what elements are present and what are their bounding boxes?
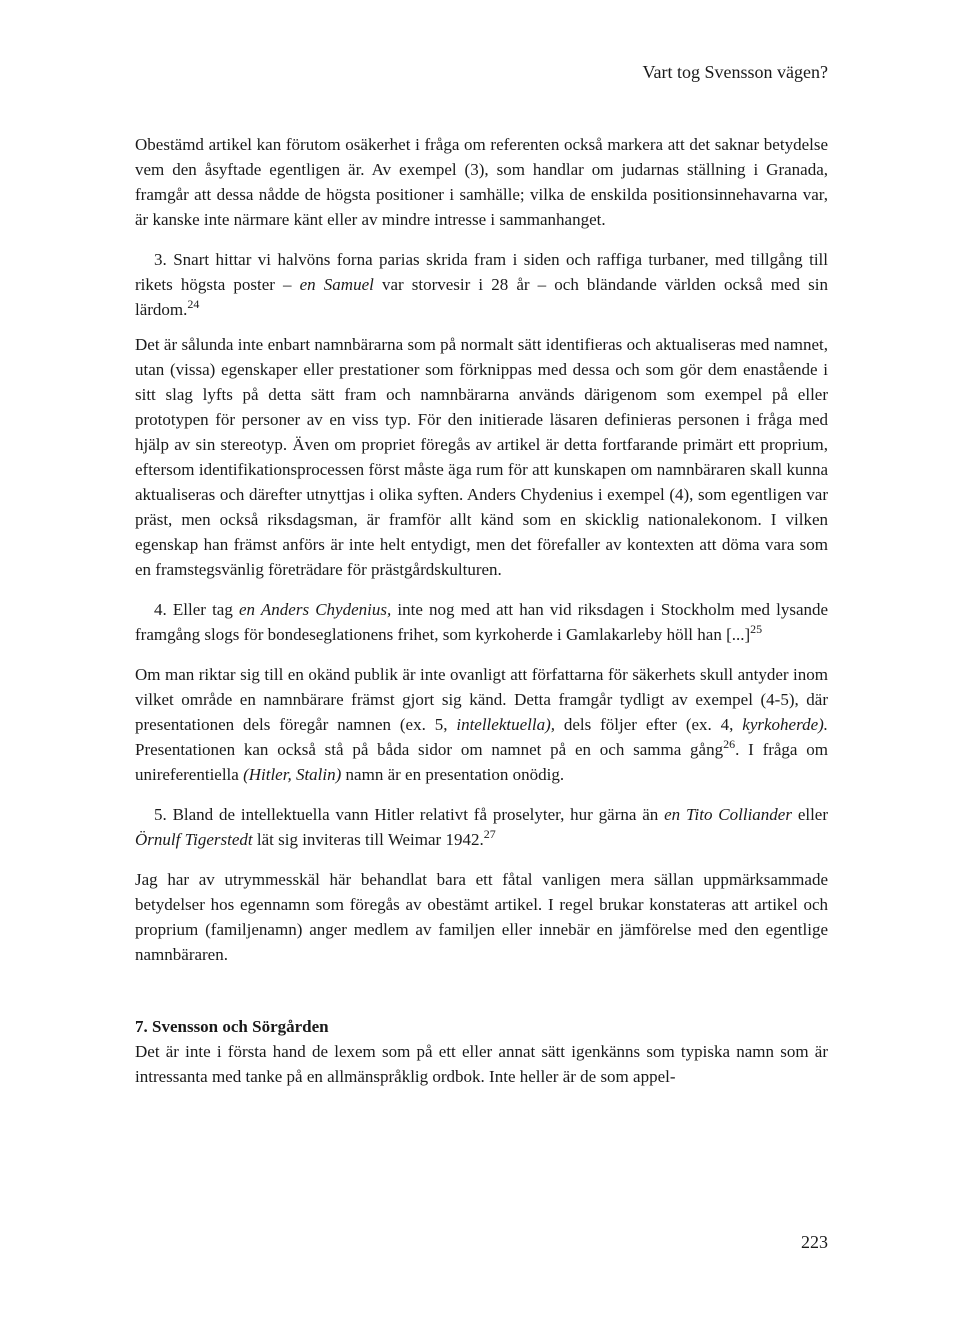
section-heading: 7. Svensson och Sörgården xyxy=(135,1017,329,1036)
paragraph-2: Det är sålunda inte enbart namnbärarna som på normalt sätt identifieras och aktualiseras med namnet, utan (vissa) egenskaper eller prestationer som förknippas med dessa och som gör dem enastående i sitt slag lyfts på detta sätt fram och namnbärarna används därigenom som exempel på eller prototypen för personer av en viss typ. För den initierade läsaren definieras personen i fråga med hjälp av sin stereotyp. Även om propriet föregås av artikel är detta fortfarande primärt ett proprium, eftersom identifikationsprocessen först måste äga rum för att kunskapen om namnbäraren skall kunna aktualiseras och därefter utnyttjas i olika syften. Anders Chydenius i exempel (4), som egentligen var präst, men också riksdagsman, är framför allt känd som en skicklig nationalekonom. I vilken egenskap han främst anförs är inte helt entydigt, men det förefaller av kontexten att döma vara som en framstegsvänlig företrädare för prästgårdskulturen. xyxy=(135,335,828,579)
example-text: eller xyxy=(797,805,829,824)
footnote-ref: 24 xyxy=(187,297,200,311)
example-text: Eller tag xyxy=(172,600,233,619)
paragraph-5: Det är inte i första hand de lexem som på ett eller annat sätt igenkänns som typiska namn som är intressanta med tanke på en allmänspråklig ordbok. Inte heller är de som appel- xyxy=(135,1042,828,1086)
example-number: 4. xyxy=(154,600,167,619)
italic-name: Örnulf Tigerstedt xyxy=(135,830,253,849)
italic-name: en Samuel xyxy=(299,275,374,294)
paragraph-4: Jag har av utrymmesskäl här behandlat bara ett fåtal vanligen mera sällan uppmärksammade betydelser hos egennamn som föregås av obestämt artikel. I regel brukar konstateras att artikel och proprium (familjenamn) anger medlem av familjen eller innebär en jämförelse med den egentlige namnbäraren. xyxy=(135,870,828,964)
italic-term: kyrkoherde). xyxy=(742,715,829,734)
example-text: Bland de intellektuella vann Hitler relativt få proselyter, hur gärna än xyxy=(172,805,659,824)
page-number: 223 xyxy=(801,1232,828,1252)
italic-name: en Anders Chydenius, xyxy=(239,600,392,619)
example-5 xyxy=(135,802,828,852)
body-text xyxy=(135,132,828,1089)
example-text: var storvesir i 28 år – och bländande världen också med sin lärdom. xyxy=(135,275,829,319)
italic-name: en Tito Colliander xyxy=(664,805,792,824)
example-number: 3. xyxy=(154,250,167,269)
example-text: lät sig inviteras till Weimar 1942. xyxy=(256,830,484,849)
text-run: Presentationen kan också stå på båda sidor om namnet på en och samma gång xyxy=(135,740,724,759)
example-number: 5. xyxy=(154,805,167,824)
example-4 xyxy=(135,597,828,647)
running-header: Vart tog Svensson vägen? xyxy=(642,62,828,82)
example-text: inte nog med att han vid riksdagen i Stockholm med lysande framgång slogs för bondeseglationens frihet, som kyrkoherde i Gamlakarleby höll han [...] xyxy=(135,600,829,644)
footnote-ref: 26 xyxy=(723,737,736,751)
example-text: Snart hittar vi halvöns forna parias skrida fram i siden och raffiga turbaner, med tillgång till rikets högsta poster – xyxy=(135,250,828,294)
footnote-ref: 25 xyxy=(750,622,763,636)
paragraph-3 xyxy=(135,662,828,787)
footnote-ref: 27 xyxy=(483,827,496,841)
italic-term: (Hitler, Stalin) xyxy=(243,765,342,784)
italic-term: intellektuella), xyxy=(456,715,555,734)
paragraph-1: Obestämd artikel kan förutom osäkerhet i fråga om referenten också markera att det saknar betydelse vem den åsyftade egentligen är. Av exempel (3), som handlar om judarnas ställning i Granada, framgår att dessa nådde de högsta positioner i samhälle; vilka de enskilda positionsinnehavarna var, är kanske inte närmare känt eller av mindre intresse i sammanhanget. xyxy=(135,135,828,229)
text-run: namn är en presentation onödig. xyxy=(345,765,565,784)
text-run: dels följer efter (ex. 4, xyxy=(563,715,734,734)
text-run: . I fråga om unireferentiella xyxy=(135,740,828,784)
example-3 xyxy=(135,247,828,322)
text-run: Om man riktar sig till en okänd publik är inte ovanligt att författarna för säkerhets skull antyder inom vilket område en namnbärare främst gjort sig känd. Detta framgår tydligt av exempel (4-5), där presentationen dels föregår namnen (ex. 5, xyxy=(135,665,828,734)
